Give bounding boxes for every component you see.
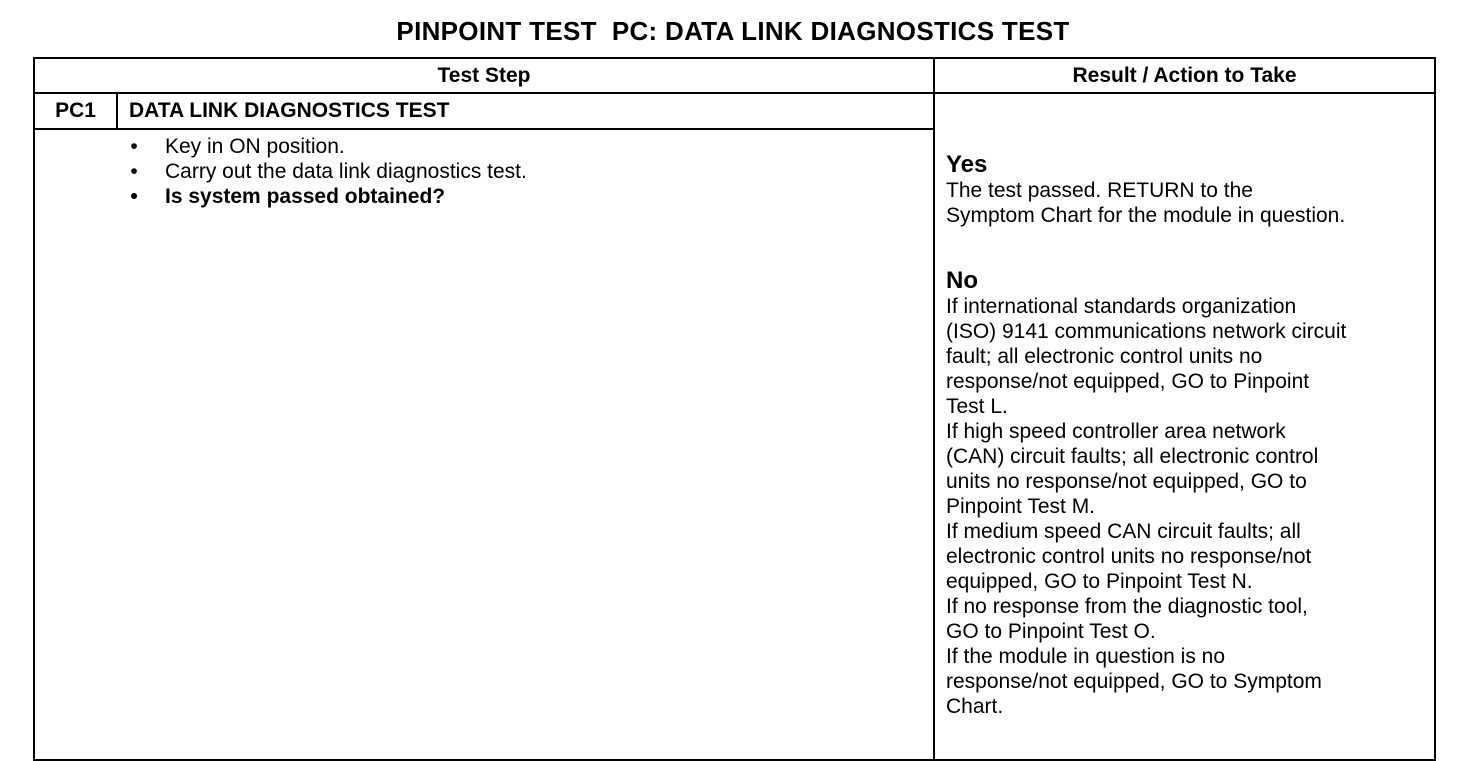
bullet-dot-icon: •	[130, 185, 138, 209]
pinpoint-test-table	[33, 57, 1436, 761]
step-bullet-list	[117, 134, 933, 209]
col-header-result: Result / Action to Take	[934, 58, 1435, 93]
step-bullet-question	[128, 184, 933, 209]
result-no-line: fault; all electronic control units no	[946, 345, 1263, 368]
result-yes	[946, 152, 1432, 228]
result-no-line: If international standards organization	[946, 295, 1297, 318]
result-no-line: Chart.	[946, 695, 1004, 718]
step-bullet-text: Carry out the data link diagnostics test.	[165, 160, 527, 184]
bullet-dot-icon: •	[130, 160, 138, 184]
bullet-dot-icon: •	[130, 135, 138, 159]
step-bullet-text: Key in ON position.	[165, 135, 345, 159]
result-no-line: units no response/not equipped, GO to	[946, 470, 1307, 493]
result-no-line: Test L.	[946, 395, 1008, 418]
result-no	[946, 268, 1432, 719]
page-title: PINPOINT TEST PC: DATA LINK DIAGNOSTICS TEST	[396, 16, 1070, 46]
result-no-line: If high speed controller area network	[946, 420, 1286, 443]
step-id-spacer	[34, 129, 117, 760]
result-no-line: (CAN) circuit faults; all electronic control	[946, 445, 1319, 468]
result-no-line: equipped, GO to Pinpoint Test N.	[946, 570, 1253, 593]
step-id: PC1	[34, 93, 117, 129]
result-yes-label: Yes	[946, 151, 988, 178]
step-bullet	[128, 134, 933, 159]
col-header-test-step: Test Step	[34, 58, 934, 93]
result-no-line: If medium speed CAN circuit faults; all	[946, 520, 1301, 543]
result-no-line: electronic control units no response/not	[946, 545, 1312, 568]
step-bullet-text: Is system passed obtained?	[165, 185, 446, 209]
result-yes-line: Symptom Chart for the module in question.	[946, 204, 1346, 227]
step-bullet	[128, 159, 933, 184]
result-no-line: response/not equipped, GO to Pinpoint	[946, 370, 1310, 393]
result-no-line: If the module in question is no	[946, 645, 1226, 668]
result-no-line: GO to Pinpoint Test O.	[946, 620, 1156, 643]
result-no-line: Pinpoint Test M.	[946, 495, 1096, 518]
step-title-row	[34, 93, 1435, 129]
result-yes-line: The test passed. RETURN to the	[946, 179, 1253, 202]
result-no-label: No	[946, 267, 978, 294]
step-title: DATA LINK DIAGNOSTICS TEST	[117, 93, 934, 129]
step-body	[117, 129, 934, 760]
result-no-line: (ISO) 9141 communications network circuit	[946, 320, 1347, 343]
header-row	[34, 58, 1435, 93]
result-cell	[934, 93, 1435, 760]
result-no-line: response/not equipped, GO to Symptom	[946, 670, 1322, 693]
result-no-line: If no response from the diagnostic tool,	[946, 595, 1308, 618]
